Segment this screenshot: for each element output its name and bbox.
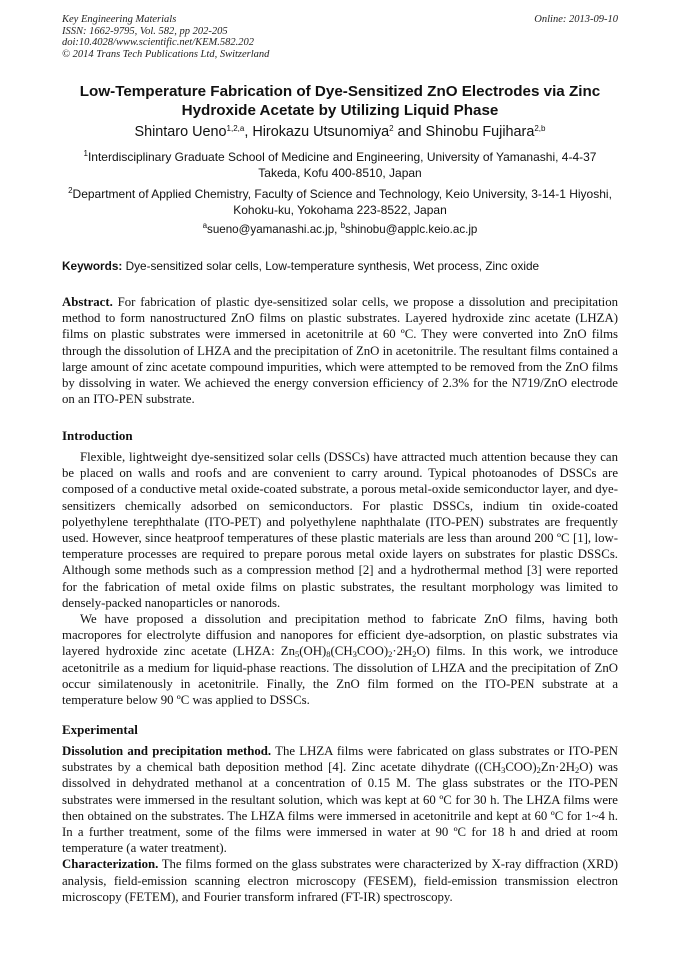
text-run: Zn·2H bbox=[540, 760, 576, 775]
author-name: Shintaro Ueno bbox=[134, 124, 227, 140]
email-b: shinobu@applc.keio.ac.jp bbox=[345, 223, 478, 236]
subscript: 2 bbox=[575, 765, 580, 776]
email-superscript: b bbox=[340, 221, 346, 230]
text-run: COO) bbox=[505, 760, 537, 775]
text-run: We have proposed a dissolution and precipitation method to fabricate ZnO films, having both macropores for electrolyte diffusion and nanopores for efficient dye-adsorption, on plastic substrates via layered hydroxide zinc acetate (LHZA: Zn bbox=[62, 612, 618, 659]
text-run: ·2H bbox=[392, 644, 413, 659]
subscript: 2 bbox=[412, 649, 417, 660]
author-superscript: 1,2,a bbox=[226, 124, 245, 133]
author-name: Hirokazu Utsunomiya bbox=[252, 124, 390, 140]
introduction-body bbox=[62, 449, 618, 708]
section-heading-experimental: Experimental bbox=[62, 722, 138, 737]
author-emails bbox=[62, 222, 618, 237]
subscript: 8 bbox=[326, 649, 331, 660]
text-run: O) was dissolved in dehydrated methanol at a concentration of 0.15 M. The glass substrates or the ITO-PEN substrates were immersed in the resultant solution, which was kept at 60 ºC for 30 h. The LHZA films were then obtained on the substrates. The LHZA films were immersed in acetonitrile and kept at 60 ºC for 1~4 h. In a further treatment, some of the films were immersed in water at 90 ºC for 18 h and dried at room temperature (a water treatment). bbox=[62, 760, 618, 856]
affiliation-2 bbox=[62, 186, 618, 218]
abstract-label: Abstract. bbox=[62, 295, 113, 309]
affiliation-number: 1 bbox=[83, 149, 88, 158]
affiliation-1 bbox=[62, 149, 618, 181]
author-list bbox=[62, 123, 618, 141]
subscript: 3 bbox=[501, 765, 506, 776]
text-run: COO) bbox=[356, 644, 389, 659]
subscript: 2 bbox=[388, 649, 393, 660]
experimental-body bbox=[62, 743, 618, 905]
text-run: The films formed on the glass substrates were characterized by X-ray diffraction (XRD) analysis, field-emission scanning electron microscopy (FESEM), field-emission transmission electron microscopy (FETEM), and Fourier transform infrared (FT-IR) spectroscopy. bbox=[62, 857, 618, 904]
affiliation-text: Department of Applied Chemistry, Faculty of Science and Technology, Keio University, 3-14-1 Hiyoshi, Kohoku-ku, Yokohama 223-8522, Japan bbox=[72, 187, 612, 217]
text-run: O) films. In this work, we introduce acetonitrile as a medium for liquid-phase reactions. The dissolution of LHZA and the precipitation of ZnO occur similatenously in acetonitrile. Finally, the ZnO film formed on the ITO-PEN substrate at a temperature below 90 ºC was applied to DSSCs. bbox=[62, 644, 618, 708]
affiliation-number: 2 bbox=[68, 186, 73, 195]
text-run: (OH) bbox=[299, 644, 327, 659]
paragraph bbox=[62, 611, 618, 708]
journal-copyright: © 2014 Trans Tech Publications Ltd, Switzerland bbox=[62, 48, 270, 60]
keywords bbox=[62, 259, 618, 274]
paragraph: Flexible, lightweight dye-sensitized solar cells (DSSCs) have attracted much attention because they can be placed on walls and roofs and are convenient to carry around. Typical photoanodes of DSSCs are composed of a conductive metal oxide-coated substrate, a porous metal-oxide semiconductor layer, and dye-sensitizers chemically adsorbed on semiconductors. For plastic DSSCs, indium tin oxide-coated polyethylene terephthalate (ITO-PET) and polyethylene naphthalate (ITO-PEN) substrates are frequently used. However, since heatproof temperatures of these plastic materials are less than around 200 ºC [1], low-temperature processes are required to prepare porous metal oxide layers on substrates for plastic DSSCs. Although some methods such as a compression method [2] and a hydrothermal method [3] were reported for the fabrication of metal oxide films on plastic substrates, the resultant morphology was limited to densely-packed nanoparticles or nanorods. bbox=[62, 450, 618, 610]
email-a: sueno@yamanashi.ac.jp, bbox=[207, 223, 341, 236]
subsection-label: Dissolution and precipitation method. bbox=[62, 744, 272, 758]
abstract bbox=[62, 294, 618, 407]
author-name: Shinobu Fujihara bbox=[425, 124, 535, 140]
journal-issn: ISSN: 1662-9795, Vol. 582, pp 202-205 bbox=[62, 25, 228, 37]
journal-header bbox=[62, 14, 618, 60]
online-date: Online: 2013-09-10 bbox=[534, 14, 618, 25]
paragraph bbox=[62, 743, 618, 856]
section-heading-introduction: Introduction bbox=[62, 428, 133, 443]
affiliation-text: Interdisciplinary Graduate School of Medicine and Engineering, University of Yamanashi, 4-4-37 Takeda, Kofu 400-8510, Japan bbox=[87, 150, 597, 180]
author-superscript: 2 bbox=[389, 124, 394, 133]
text-run: The LHZA films were fabricated on glass substrates or ITO-PEN substrates by a chemical bath deposition method [4]. Zinc acetate dihydrate ((CH bbox=[62, 744, 618, 775]
subscript: 5 bbox=[295, 649, 300, 660]
keywords-label: Keywords: bbox=[62, 259, 123, 273]
subsection-label: Characterization. bbox=[62, 857, 159, 872]
journal-doi: doi:10.4028/www.scientific.net/KEM.582.202 bbox=[62, 37, 254, 49]
author-superscript: 2,b bbox=[534, 124, 546, 133]
text-run: (CH bbox=[330, 644, 353, 659]
subscript: 2 bbox=[536, 765, 541, 776]
email-superscript: a bbox=[202, 221, 208, 230]
paper-title: Low-Temperature Fabrication of Dye-Sensitized ZnO Electrodes via Zinc Hydroxide Acetate by Utilizing Liquid Phase bbox=[79, 83, 601, 119]
paragraph bbox=[62, 856, 618, 905]
keywords-text: Dye-sensitized solar cells, Low-temperature synthesis, Wet process, Zinc oxide bbox=[122, 259, 540, 273]
journal-name: Key Engineering Materials bbox=[62, 14, 177, 25]
author-separator: , bbox=[244, 124, 253, 140]
subscript: 3 bbox=[352, 649, 357, 660]
author-separator: and bbox=[393, 124, 426, 140]
abstract-text: For fabrication of plastic dye-sensitized solar cells, we propose a dissolution and precipitation method to form nanostructured ZnO films on plastic substrates. Layered hydroxide zinc acetate (LHZA) films on plastic substrates were immersed in acetonitrile at 60 ºC. They were converted into ZnO films through the dissolution of LHZA and the precipitation of ZnO in acetonitrile. The resultant films contained a large amount of zinc acetate compound impurities, which were attempted to be removed from the ZnO films by dissolving in water. We achieved the energy conversion efficiency of 2.3% for the N719/ZnO electrode on an ITO-PEN substrate. bbox=[62, 295, 618, 407]
